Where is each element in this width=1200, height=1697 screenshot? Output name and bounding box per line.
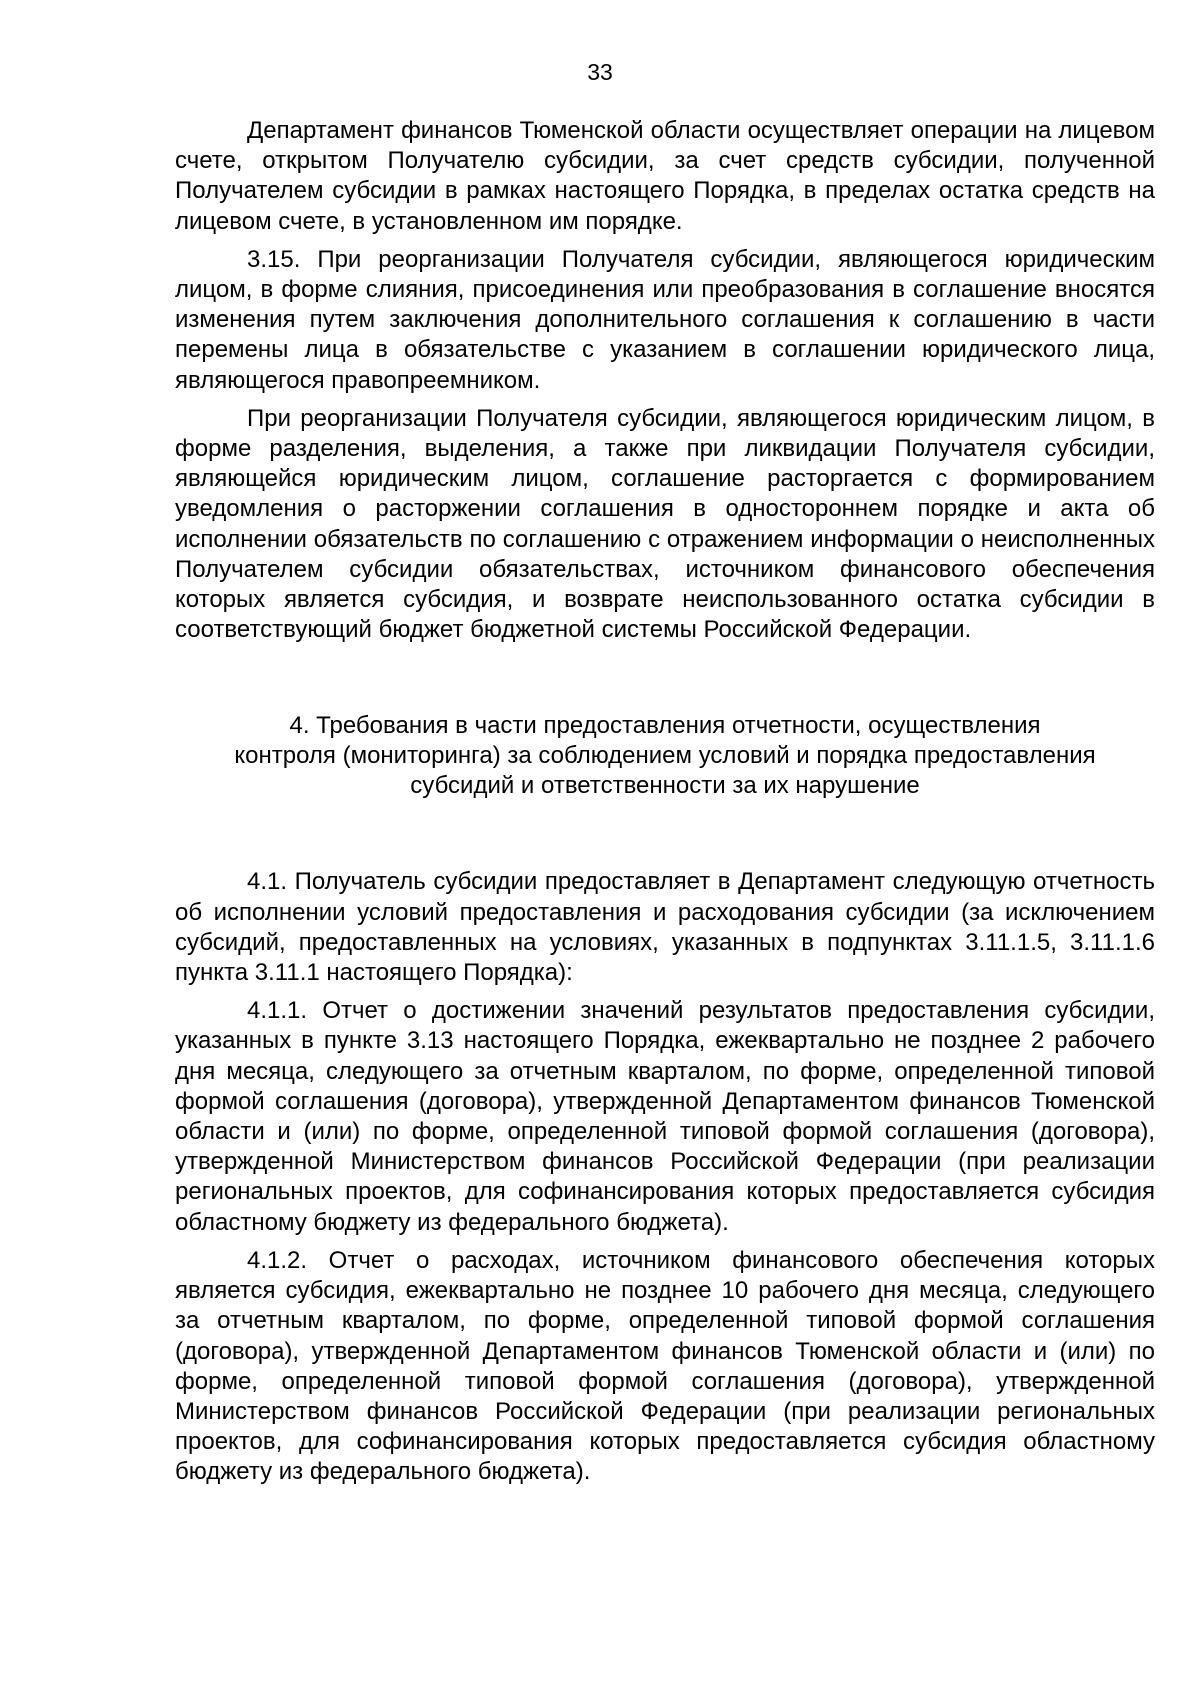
paragraph-4-1: 4.1. Получатель субсидии предоставляет в Департамент следующую отчетность об исполнении условий предоставления и расходования субсидии (за исключением субсидий, предоставленных на условиях, указанных в подпунктах 3.11.1.5, 3.11.1.6 пункта 3.11.1 настоящего Порядка):: [175, 868, 1155, 987]
document-body: [175, 116, 1155, 1496]
section-4-heading: [175, 711, 1155, 801]
paragraph-3-15-merger: 3.15. При реорганизации Получателя субсидии, являющегося юридическим лицом, в форме слияния, присоединения или преобразования в соглашение вносятся изменения путем заключения дополнительного соглашения к соглашению в части перемены лица в обязательстве с указанием в соглашении юридического лица, являющегося правопреемником.: [175, 245, 1155, 394]
paragraph-4-1-2: 4.1.2. Отчет о расходах, источником финансового обеспечения которых является субсидия, ежеквартально не позднее 10 рабочего дня месяца, следующего за отчетным кварталом, по форме, определенной типовой формой соглашения (договора), утвержденной Департаментом финансов Тюменской области и (или) по форме, определенной типовой формой соглашения (договора), утвержденной Министерством финансов Российской Федерации (при реализации региональных проектов, для софинансирования которых предоставляется субсидия областному бюджету из федерального бюджета).: [175, 1246, 1155, 1486]
paragraph-4-1-1: 4.1.1. Отчет о достижении значений результатов предоставления субсидии, указанных в пункте 3.13 настоящего Порядка, ежеквартально не позднее 2 рабочего дня месяца, следующего за отчетным кварталом, по форме, определенной типовой формой соглашения (договора), утвержденной Департаментом финансов Тюменской области и (или) по форме, определенной типовой формой соглашения (договора), утвержденной Министерством финансов Российской Федерации (при реализации региональных проектов, для софинансирования которых предоставляется субсидия областному бюджету из федерального бюджета).: [175, 997, 1155, 1236]
section-4-heading-line: субсидий и ответственности за их нарушение: [410, 772, 920, 800]
paragraph-3-15-division: При реорганизации Получателя субсидии, являющегося юридическим лицом, в форме разделения, выделения, а также при ликвидации Получателя субсидии, являющейся юридическим лицом, соглашение расторгается с формированием уведомления о расторжении соглашения в одностороннем порядке и акта об исполнении обязательств по соглашению с отражением информации о неисполненных Получателем субсидии обязательствах, источником финансового обеспечения которых является субсидия, и возврате неиспользованного остатка субсидии в соответствующий бюджет бюджетной системы Российской Федерации.: [175, 404, 1155, 644]
paragraph-treasury-operations: Департамент финансов Тюменской области осуществляет операции на лицевом счете, открытом Получателю субсидии, за счет средств субсидии, полученной Получателем субсидии в рамках настоящего Порядка, в пределах остатка средств на лицевом счете, в установленном им порядке.: [175, 117, 1155, 235]
section-4-heading-line: контроля (мониторинга) за соблюдением условий и порядка предоставления: [234, 742, 1096, 770]
page-number: 33: [587, 59, 613, 85]
section-4-heading-line: 4. Требования в части предоставления отчетности, осуществления: [289, 712, 1041, 740]
